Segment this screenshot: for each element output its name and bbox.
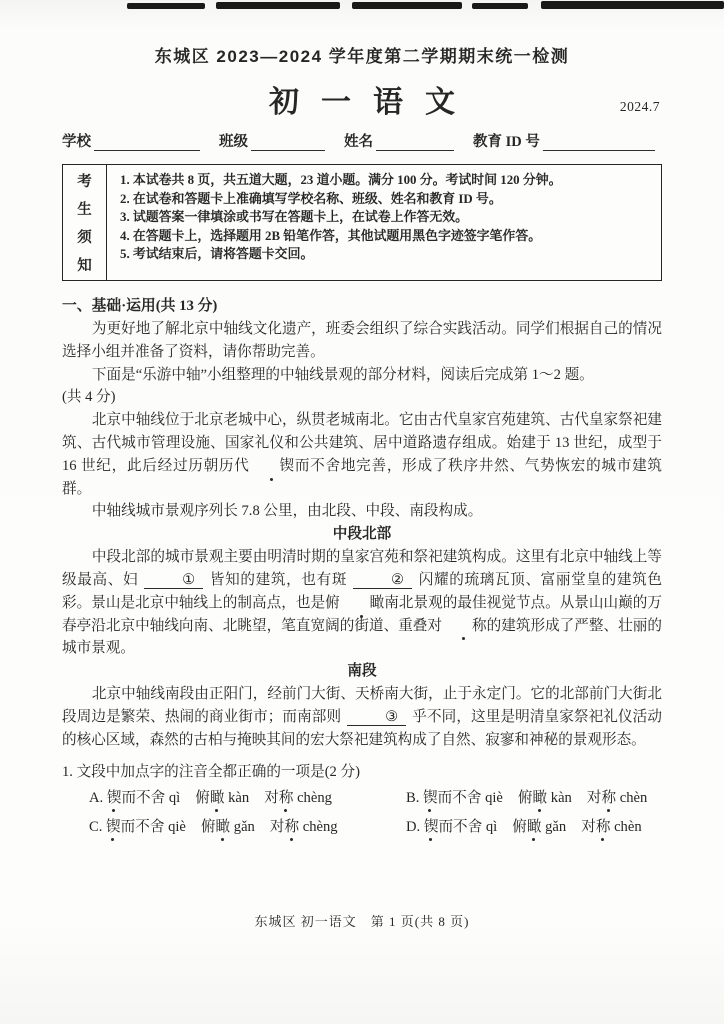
notice-side-char: 生 [77, 202, 92, 218]
page-footer: 东城区 初一语文 第 1 页(共 8 页) [254, 914, 470, 929]
dotted-character: 锲 [424, 816, 439, 838]
field-name [344, 130, 454, 151]
notice-side-char: 考 [77, 174, 92, 190]
option-a: A. 锲而不舍 qì 俯瞰 kàn 对称 chèng [89, 787, 406, 809]
notice-item-1: 1. 本试卷共 8 页，共五道大题，23 道小题。满分 100 分。考试时间 120 分钟。 [120, 173, 562, 187]
exam-session-title: 东城区 2023—2024 学年度第二学期期末统一检测 [154, 47, 570, 66]
dotted-character: 瞰 [533, 787, 548, 809]
subject-title: 初一语文 [269, 86, 477, 119]
fill-in-blank: ③ [347, 709, 406, 726]
subject-title-row [62, 77, 662, 119]
dotted-character: 瞰 [527, 816, 542, 838]
fill-in-blank: ① [144, 572, 203, 589]
passage-paragraph-1: 北京中轴线位于北京老城中心，纵贯老城南北。它由古代皇家宫苑建筑、古代皇家祭祀建筑、古代城市管理设施、国家礼仪和公共建筑、居中道路遗存组成。始建于 13 世纪，成型于 16 世纪，此后经过历朝历代 锲而不舍地完善，形成了秩序井然、气势恢宏的城市建筑群。 [62, 412, 662, 497]
intro-paragraph-points: (共 4 分) [62, 389, 116, 406]
question-1-options [89, 787, 662, 838]
field-school-label: 学校 [62, 134, 91, 150]
option-b: B. 锲而不舍 qiè 俯瞰 kàn 对称 chèn [406, 787, 662, 809]
mid-section-paragraph: 中段北部的城市景观主要由明清时期的皇家宫苑和祭祀建筑构成。这里有北京中轴线上等级最高、妇 ① 皆知的建筑，也有斑 ② 闪耀的琉璃瓦顶、富丽堂皇的建筑色彩。景山是北京中轴线上的制高点，也是俯 瞰南北景观的最佳视觉节点。从景山山巅的万春亭沿北京中轴线向南、北眺望，笔直宽阔的街道、重叠对 称的建筑形成了严整、壮丽的城市景观。 [62, 549, 662, 657]
option-c: C. 锲而不舍 qiè 俯瞰 gǎn 对称 chèng [89, 816, 406, 838]
notice-item-2: 2. 在试卷和答题卡上准确填写学校名称、班级、姓名和教育 ID 号。 [120, 191, 502, 206]
notice-item-3: 3. 试题答案一律填涂或书写在答题卡上，在试卷上作答无效。 [120, 210, 469, 225]
section1-heading: 一、基础·运用(共 13 分) [62, 298, 218, 314]
field-edu-id-line [543, 135, 655, 151]
examinee-notice-box [62, 164, 662, 281]
south-section-paragraph: 北京中轴线南段由正阳门，经前门大街、天桥南大街，止于永定门。它的北部前门大街北段周边是繁荣、热闹的商业街市；而南部则 ③ 乎不同，这里是明清皇家祭祀礼仪活动的核心区域，森然的古柏与掩映其间的宏大祭祀建筑构成了自然、寂寥和神秘的景观形态。 [62, 686, 662, 748]
dotted-character: 瞰 [340, 592, 385, 615]
field-name-line [376, 135, 454, 151]
field-school [62, 130, 200, 151]
dotted-character: 称 [596, 816, 611, 838]
field-school-line [94, 135, 200, 151]
dotted-character: 称 [442, 615, 487, 638]
south-section-heading: 南段 [347, 663, 377, 680]
question-1-stem: 1. 文段中加点字的注音全都正确的一项是(2 分) [62, 763, 360, 780]
field-class-label: 班级 [219, 134, 248, 150]
notice-side-char: 知 [77, 258, 92, 274]
exam-date: 2024.7 [619, 99, 660, 114]
dotted-character: 锲 [107, 787, 122, 809]
dotted-character: 称 [284, 816, 299, 838]
student-info-row [62, 130, 662, 151]
dotted-character: 瞰 [210, 787, 225, 809]
dotted-character: 锲 [250, 455, 295, 478]
dotted-character: 锲 [106, 816, 121, 838]
dotted-character: 称 [279, 787, 294, 809]
mid-section-heading: 中段北部 [332, 526, 392, 543]
field-class-line [251, 135, 325, 151]
passage-paragraph-2: 中轴线城市景观序列长 7.8 公里，由北段、中段、南段构成。 [91, 503, 483, 520]
notice-item-5: 5. 考试结束后，请将答题卡交回。 [120, 247, 314, 262]
notice-side-char: 须 [77, 230, 92, 246]
field-class [219, 130, 325, 151]
dotted-character: 称 [601, 787, 616, 809]
intro-paragraph-1: 为更好地了解北京中轴线文化遗产，班委会组织了综合实践活动。同学们根据自己的情况选择小组并准备了资料，请你帮助完善。 [62, 321, 662, 360]
field-name-label: 姓名 [344, 134, 373, 150]
notice-side-label [63, 165, 107, 280]
notice-item-4: 4. 在答题卡上，选择题用 2B 铅笔作答，其他试题用黑色字迹签字笔作答。 [120, 228, 542, 243]
fill-in-blank: ② [353, 572, 412, 589]
intro-paragraph-2: 下面是“乐游中轴”小组整理的中轴线景观的部分材料，阅读后完成第 1～2 题。 [91, 366, 594, 383]
field-edu-id [473, 130, 655, 151]
option-d: D. 锲而不舍 qì 俯瞰 gǎn 对称 chèn [406, 816, 662, 838]
field-edu-id-label: 教育 ID 号 [473, 134, 540, 150]
notice-items [107, 165, 661, 280]
dotted-character: 瞰 [216, 816, 231, 838]
dotted-character: 锲 [423, 787, 438, 809]
